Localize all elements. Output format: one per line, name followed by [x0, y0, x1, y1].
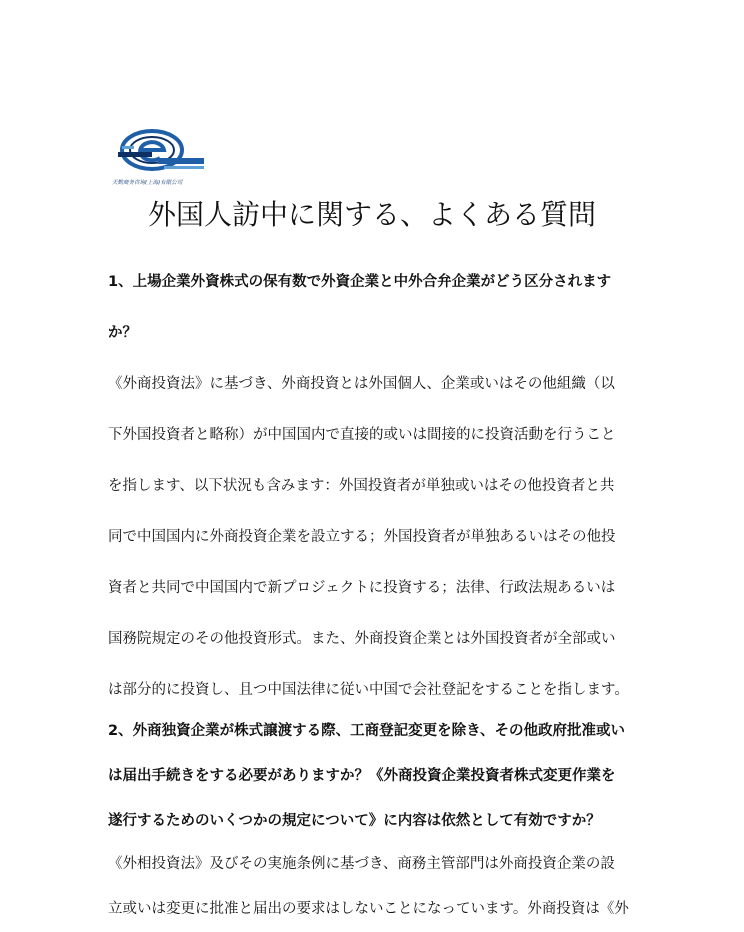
- question-1-line: 1、上場企業外資株式の保有数で外資企業と中外合弁企業がどう区分されます: [108, 274, 612, 290]
- company-logo: [112, 128, 212, 190]
- answer-2-line: 立或いは変更に批准と届出の要求はしないことになっています。外商投資は《外: [108, 901, 629, 917]
- answer-1-line: 資者と共同で中国国内で新プロジェクトに投資する；法律、行政法規あるいは: [108, 580, 616, 596]
- question-1: [108, 257, 648, 359]
- question-2-line: 2、外商独資企業が株式譲渡する際、工商登記変更を除き、その他政府批准或い: [108, 723, 626, 739]
- question-1-line: か？: [108, 325, 137, 341]
- answer-1: [108, 359, 648, 716]
- page-title: 外国人訪中に関する、よくある質問: [147, 198, 596, 231]
- answer-2-line: 《外相投資法》及びその実施条例に基づき、商務主管部門は外商投資企業の設: [108, 856, 615, 872]
- question-2-line: 遂行するためのいくつかの規定について》に内容は依然として有効ですか？: [108, 813, 601, 829]
- answer-1-line: 国務院規定のその他投資形式。また、外商投資企業とは外国投資者が全部或い: [108, 631, 616, 647]
- answer-2: [108, 842, 648, 932]
- answer-1-line: 《外商投資法》に基づき、外商投資とは外国個人、企業或いはその他組織（以: [108, 376, 615, 392]
- question-2-line: は届出手続きをする必要がありますか？《外商投資企業投資者株式変更作業を: [108, 768, 616, 784]
- answer-1-line: を指します、以下状況も含みます：外国投資者が単独或いはその他投資者と共: [108, 478, 615, 494]
- answer-1-line: 同で中国国内に外商投資企業を設立する；外国投資者が単独あるいはその他投: [108, 529, 616, 545]
- answer-1-line: は部分的に投資し、且つ中国法律に従い中国で会社登記をすることを指します。: [108, 682, 629, 698]
- company-logo-icon: [112, 128, 212, 180]
- logo-caption: 天勤商务咨询(上海)有限公司: [112, 180, 183, 186]
- question-2: [108, 709, 648, 844]
- answer-1-line: 下外国投資者と略称）が中国国内で直接的或いは間接的に投資活動を行うこと: [108, 427, 616, 443]
